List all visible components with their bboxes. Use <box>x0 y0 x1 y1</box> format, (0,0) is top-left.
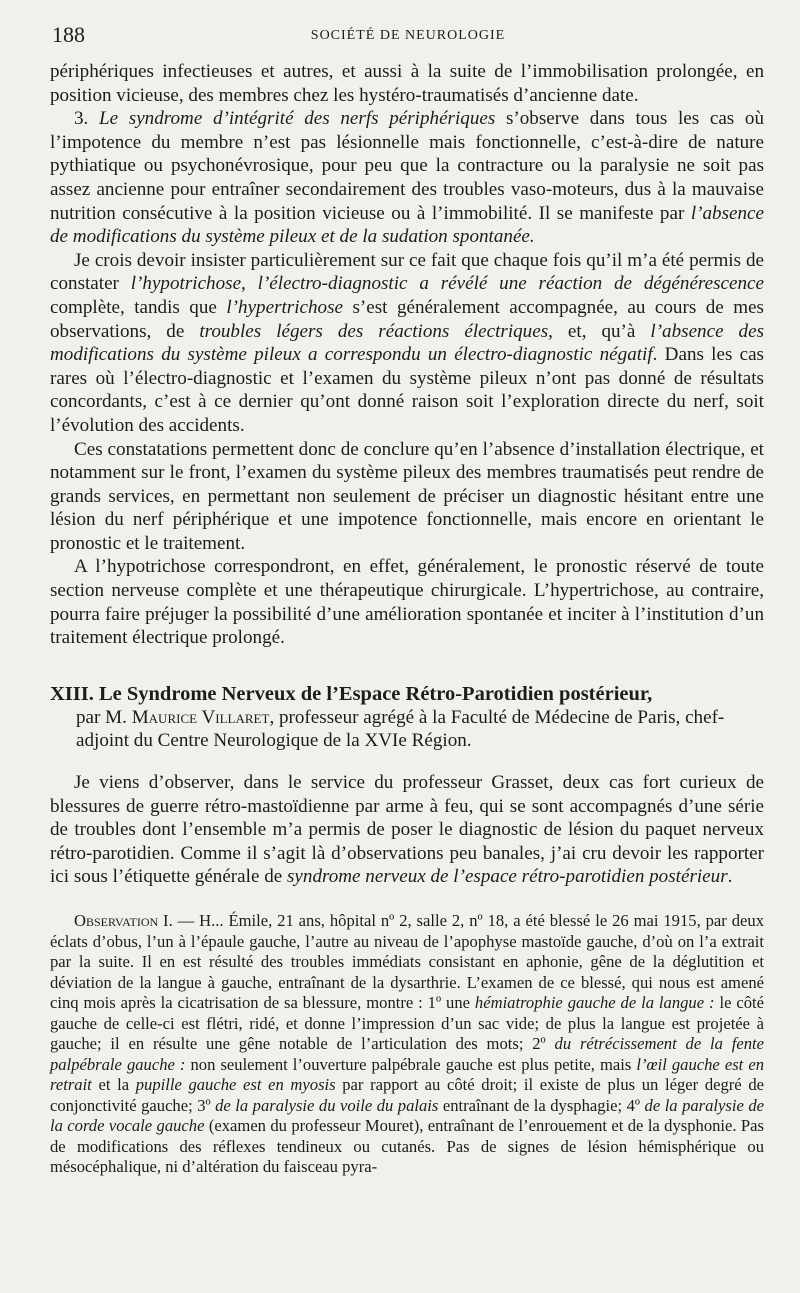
paragraph: périphériques infectieuses et autres, et aussi à la suite de l’immobilisation prolongée, en position vicieuse, des membres chez les hystéro-traumatisés d’ancienne date. <box>50 61 764 106</box>
paragraph: Ces constatations permettent donc de conclure qu’en l’absence d’installation électrique, et notamment sur le front, l’examen du système pileux des membres traumatisés peut rendre de grands services, en permettant non seulement de préciser un diagnostic hésitant entre une lésion du nerf périphérique et une impotence fonctionnelle, mais encore en orientant le pronostic et le traitement. <box>50 438 764 554</box>
running-title: SOCIÉTÉ DE NEUROLOGIE <box>310 28 506 43</box>
author-name: Maurice Villaret <box>131 706 270 728</box>
page-header <box>52 22 764 52</box>
paragraph: 3. Le syndrome d’intégrité des nerfs périphériques s’observe dans tous les cas où l’impotence du membre n’est pas lésionnelle mais fonctionnelle, c’est-à-dire de nature pythiatique ou psychonévrosique, pour peu que la contracture ou la paralysie ne soit pas assez ancienne pour entraîner secondairement des troubles vaso-moteurs, dus à la mauvaise nutrition consécutive à la position vicieuse ou à l’immobilité. Il se manifeste par l’absence de modifications du système pileux et de la sudation spontanée. <box>50 108 765 248</box>
page-body <box>50 60 764 1178</box>
paragraph: Je crois devoir insister particulièrement sur ce fait que chaque fois qu’il m’a été permis de constater l’hypotrichose, l’électro-diagnostic a révélé une réaction de dégénérescence complète, tandis que l’hypertrichose s’est généralement accompagnée, au cours de mes observations, de troubles légers des réactions électriques, et, qu’à l’absence des modifications du système pileux a correspondu un électro-diagnostic négatif. Dans les cas rares où l’électro-diagnostic et l’examen du système pileux n’ont pas donné de résultats concordants, c’est à ce dernier qu’ont donné raison soit l’exploration directe du nerf, soit l’évolution des accidents. <box>50 249 764 436</box>
paragraph: Je viens d’observer, dans le service du professeur Grasset, deux cas fort curieux de blessures de guerre rétro-mastoïdienne par arme à feu, qui se sont accompagnés d’une série de troubles dont l’ensemble m’a permis de poser le diagnostic de lésion du paquet nerveux rétro-parotidien. Comme il s’agit là d’observations peu banales, j’ai cru devoir les rapporter ici sous l’étiquette générale de syndrome nerveux de l’espace rétro-parotidien postérieur. <box>50 772 764 888</box>
page-number: 188 <box>52 22 85 47</box>
author-byline: par M. Maurice Villaret, professeur agrégé à la Faculté de Médecine de Paris, chef-adjoint du Centre Neurologique de la XVIe Région. <box>76 706 725 752</box>
observation-label: Observation I. <box>74 911 173 930</box>
observation-block <box>50 911 764 1178</box>
observation-paragraph: Observation I. — H... Émile, 21 ans, hôpital nº 2, salle 2, nº 18, a été blessé le 26 mai 1915, par deux éclats d’obus, l’un à l’épaule gauche, l’autre au niveau de l’apophyse mastoïde gauche, d’où on l’a extrait par la suite. Il en est résulté des troubles immédiats consistant en aphonie, gêne de la déglutition et déviation de la langue à gauche, entraînant de la dysarthrie. L’examen de ce blessé, qui nous est amené cinq mois après la cicatrisation de sa blessure, montre : 1º une hémiatrophie gauche de la langue : le côté gauche de celle-ci est flétri, ridé, et donne l’impression d’un sac vide; de plus la langue est projetée à gauche; il en résulte une gêne notable de l’articulation des mots; 2º du rétrécissement de la fente palpébrale gauche : non seulement l’ouverture palpébrale gauche est plus petite, mais l’œil gauche est en retrait et la pupille gauche est en myosis par rapport au côté droit; il existe de plus un léger degré de conjonctivité gauche; 3º de la paralysie du voile du palais entraînant de la dysphagie; 4º de la paralysie de la corde vocale gauche (examen du professeur Mouret), entraînant de l’enrouement et de la dysphonie. Pas de modifications des réflexes tendineux ou cutanés. Pas de signes de lésion hémisphérique ou mésocéphalique, ni d’altération du faisceau pyra- <box>50 911 765 1176</box>
section-title: XIII. Le Syndrome Nerveux de l’Espace Rétro-Parotidien postérieur, <box>50 682 653 705</box>
paragraph: A l’hypotrichose correspondront, en effet, généralement, le pronostic réservé de toute section nerveuse complète et une thérapeutique chirurgicale. L’hypertrichose, au contraire, pourra faire préjuger la possibilité d’une amélioration spontanée et inciter à l’institution d’un traitement électrique prolongé. <box>50 556 764 649</box>
